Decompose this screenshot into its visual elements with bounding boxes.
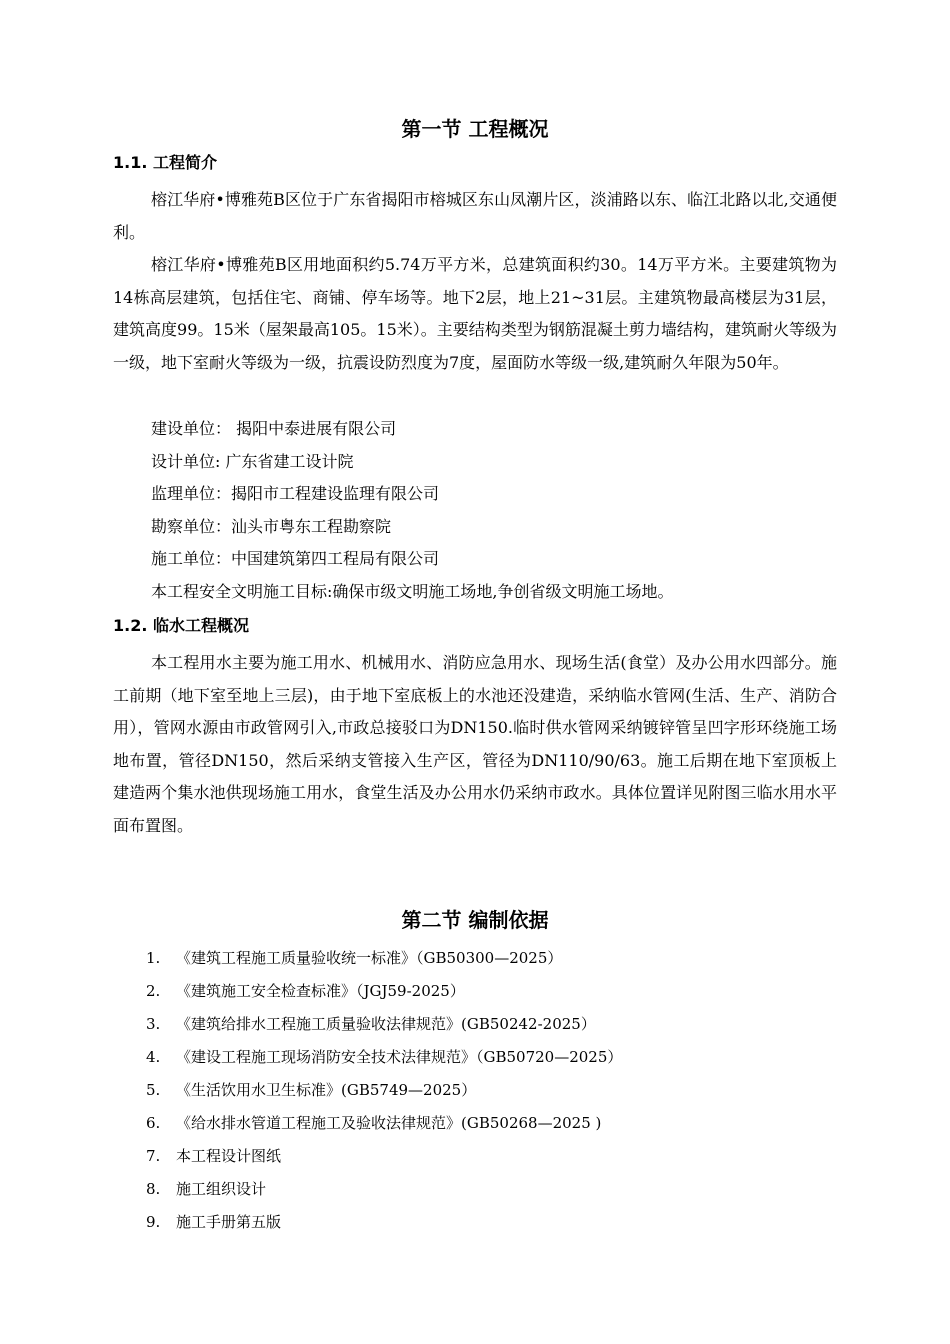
section-2-title: 第二节 编制依据 bbox=[401, 908, 549, 932]
reference-text: 《建设工程施工现场消防安全技术法律规范》（GB50720—2025） bbox=[176, 1048, 623, 1066]
reference-text: 《建筑工程施工质量验收统一标准》（GB50300—2025） bbox=[176, 949, 563, 967]
project-intro-paragraph-1: 榕江华府•博雅苑B区位于广东省揭阳市榕城区东山凤潮片区，淡浦路以东、临江北路以北,交通便利。 bbox=[113, 190, 837, 242]
section-1-title: 第一节 工程概况 bbox=[401, 117, 549, 141]
reference-text: 《给水排水管道工程施工及验收法律规范》(GB50268—2025 ) bbox=[176, 1114, 602, 1132]
reference-text: 《建筑施工安全检查标准》（JGJ59-2025） bbox=[176, 982, 465, 1000]
reference-item bbox=[146, 1206, 622, 1239]
survey-unit-line: 勘察单位：汕头市粤东工程勘察院 bbox=[151, 517, 392, 536]
reference-list bbox=[146, 942, 622, 1239]
design-unit-line: 设计单位: 广东省建工设计院 bbox=[151, 452, 354, 471]
project-intro-paragraph-2: 榕江华府•博雅苑B区用地面积约5.74万平方米，总建筑面积约30。14万平方米。主要建筑物为14栋高层建筑，包括住宅、商铺、停车场等。地下2层，地上21~31层。主建筑物最高楼层为31层，建筑高度99。15米（屋架最高105。15米）。主要结构类型为钢筋混凝土剪力墙结构，建筑耐火等级为一级，地下室耐火等级为一级，抗震设防烈度为7度，屋面防水等级一级,建筑耐久年限为50年。 bbox=[113, 255, 837, 372]
reference-number: 5. bbox=[146, 1081, 161, 1099]
safety-goal-line: 本工程安全文明施工目标:确保市级文明施工场地,争创省级文明施工场地。 bbox=[151, 582, 674, 601]
reference-item bbox=[146, 942, 622, 975]
reference-text: 《建筑给排水工程施工质量验收法律规范》(GB50242-2025） bbox=[176, 1015, 596, 1033]
reference-number: 7. bbox=[146, 1147, 161, 1165]
reference-item bbox=[146, 1140, 622, 1173]
reference-text: 施工手册第五版 bbox=[176, 1213, 282, 1231]
reference-number: 6. bbox=[146, 1114, 161, 1132]
reference-text: 《生活饮用水卫生标准》(GB5749—2025） bbox=[176, 1081, 477, 1099]
subsection-1-2-heading: 1.2. 临水工程概况 bbox=[113, 616, 249, 635]
reference-item bbox=[146, 1074, 622, 1107]
temporary-water-paragraph: 本工程用水主要为施工用水、机械用水、消防应急用水、现场生活(食堂）及办公用水四部分。施工前期（地下室至地上三层)，由于地下室底板上的水池还没建造，采纳临水管网(生活、生产、消防合用），管网水源由市政管网引入,市政总接驳口为DN150.临时供水管网采纳镀锌管呈凹字形环绕施工场地布置，管径DN150，然后采纳支管接入生产区，管径为DN110/90/63。施工后期在地下室顶板上建造两个集水池供现场施工用水，食堂生活及办公用水仍采纳市政水。具体位置详见附图三临水用水平面布置图。 bbox=[113, 653, 837, 835]
supervision-unit-line: 监理单位：揭阳市工程建设监理有限公司 bbox=[151, 484, 440, 503]
reference-number: 8. bbox=[146, 1180, 161, 1198]
reference-text: 本工程设计图纸 bbox=[176, 1147, 282, 1165]
reference-text: 施工组织设计 bbox=[176, 1180, 267, 1198]
reference-item bbox=[146, 1173, 622, 1206]
subsection-1-1-heading: 1.1. 工程简介 bbox=[113, 153, 217, 172]
reference-number: 4. bbox=[146, 1048, 161, 1066]
reference-item bbox=[146, 1008, 622, 1041]
reference-item bbox=[146, 975, 622, 1008]
reference-item bbox=[146, 1041, 622, 1074]
reference-number: 9. bbox=[146, 1213, 161, 1231]
reference-item bbox=[146, 1107, 622, 1140]
contractor-unit-line: 施工单位：中国建筑第四工程局有限公司 bbox=[151, 549, 440, 568]
reference-number: 1. bbox=[146, 949, 161, 967]
reference-number: 3. bbox=[146, 1015, 161, 1033]
construction-unit-line: 建设单位： 揭阳中泰进展有限公司 bbox=[151, 419, 397, 438]
reference-number: 2. bbox=[146, 982, 161, 1000]
